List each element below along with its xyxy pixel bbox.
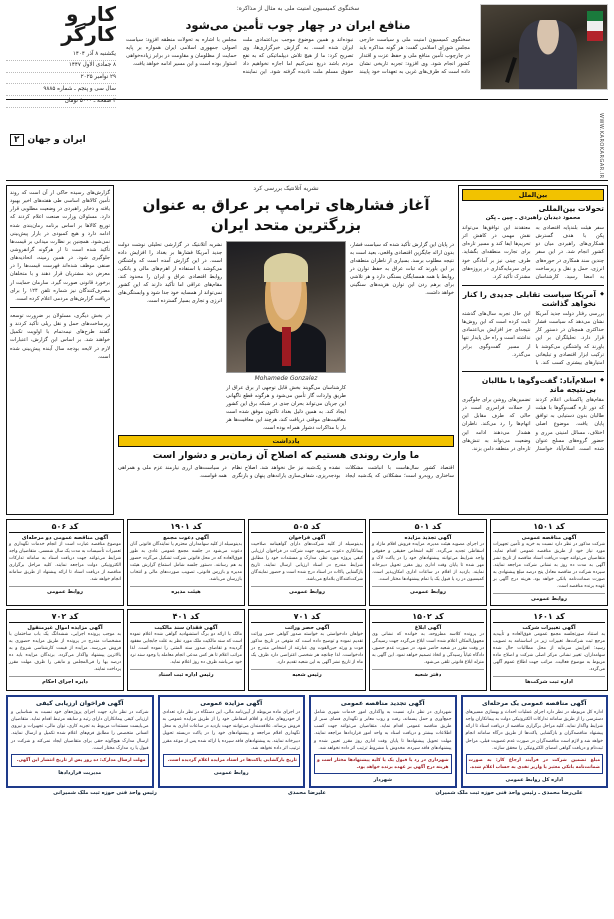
note-headline: ما وارث روندی هستیم که اصلاح آن زمان‌بر و دشوار است <box>152 450 420 462</box>
code-subtitle: آگهی تغییرات شرکت <box>522 624 576 631</box>
lead-headline: منافع ایران در چهار چوب تأمین می‌شود <box>185 18 411 32</box>
ad-highlight-box <box>11 754 149 767</box>
issue-date-solar: یکشنبه ۸ آذر ۱۴۰۴ <box>6 49 116 61</box>
footer-center: علیرضا محمدی <box>288 790 326 797</box>
advertisement[interactable] <box>158 695 306 789</box>
code-cell[interactable] <box>490 609 608 691</box>
code-cell[interactable] <box>248 609 366 691</box>
issue-number: سال سی و پنجم ـ شماره ۹۸۸۵ <box>6 84 116 96</box>
website-url[interactable]: WWW.KAROKARGAR.IR <box>598 113 604 179</box>
code-number: کد ۵۰۶ <box>9 522 121 533</box>
intl-title-3: ◆ اسلام‌آباد: گفت‌وگوها با طالبان بی‌نتیجه ماند <box>462 376 604 394</box>
code-cell[interactable] <box>6 609 124 691</box>
advertisement[interactable] <box>6 695 154 789</box>
code-subtitle: آگهی مزایده اموال غیرمنقول <box>27 624 103 631</box>
code-divider <box>372 669 484 670</box>
ad-highlight-text: تاریخ بازگشایی پاکت‌ها در اسناد مزایده اعلام گردیده است. <box>167 757 297 763</box>
intl-byline-1: محمود دیدبان راهبردی ـ چین ـ پکن <box>485 215 581 221</box>
code-row-2 <box>6 609 608 691</box>
code-body: شرکت مذکور در نظر دارد نسبت به خرید و تأمین تجهیزات مورد نیاز خود از طریق مناقصه عمومی اقدام نماید. متقاضیان می‌توانند جهت دریافت اسناد مناقصه از تاریخ نشر آگهی به مدت ده روز به نشانی شرکت مراجعه نمایند. سپرده شرکت در مناقصه معادل پنج درصد مبلغ پیشنهادی به صورت ضمانت‌نامه بانکی خواهد بود. هزینه درج آگهی بر عهده برنده مناقصه است. <box>493 542 605 589</box>
footer-left: علی‌رضا محمدی ـ رئیس واحد فنی حوزه ثبت ملک شمیران <box>435 790 583 797</box>
code-footer: اداره ثبت شرکت‌ها <box>525 678 573 685</box>
page-footer <box>6 790 608 796</box>
code-subtitle: آگهی دعوت مجمع <box>163 535 209 541</box>
code-divider <box>9 676 121 677</box>
issue-date-lunar: ۸ جمادی الاول ۱۴۴۷ <box>6 61 116 73</box>
main-headline: آغاز فشارهای ترامپ بر عراق به عنوان بزرگترین متحد ایران <box>142 196 430 235</box>
newspaper-logo: کار و کارگر <box>61 2 116 46</box>
code-number: کد ۷۰۲ <box>9 612 121 623</box>
iran-flag-icon <box>587 11 603 41</box>
divider-1 <box>462 285 604 286</box>
code-footer: دفتر شعبه <box>414 671 442 678</box>
code-number: کد ۱۶۰۱ <box>493 612 605 623</box>
ad-body: شرکت در نظر دارد جهت اجرای پروژه‌های خود نسبت به شناسایی و ارزیابی کیفی پیمانکاران دارای رتبه و سابقه مرتبط اقدام نماید. متقاضیان می‌بایست مستندات مربوط به تجربه کاری، توان مالی، تجهیزات و نیروی انسانی متخصص را مطابق فرم‌های اعلام شده تکمیل و ارسال نمایند. ارسال مدارک هیچ‌گونه حقی برای متقاضیان ایجاد نمی‌کند و شرکت در قبول یا رد مدارک مختار است. <box>11 709 149 751</box>
code-footer: دایره اجرای احکام <box>42 678 88 685</box>
code-number: کد ۷۰۱ <box>251 612 363 623</box>
code-divider <box>493 676 605 677</box>
code-divider <box>251 586 363 587</box>
section-bar <box>6 99 608 181</box>
microphone-icon <box>505 57 517 83</box>
code-cell[interactable] <box>369 519 487 606</box>
code-body: به موجب پرونده اجرایی، ششدانگ یک باب ساختمان با مشخصات مندرج در پرونده از طریق مزایده حضوری به فروش می‌رسد. مزایده از قیمت کارشناسی شروع و به بالاترین پیشنهاد واگذار می‌گردد. برندگان مزایده باید ده درصد بها را فی‌المجلس و مابقی را ظرف مهلت مقرر پرداخت نمایند. <box>9 631 121 672</box>
code-subtitle: آگهی فراخوان <box>288 535 326 541</box>
tender-codes-grid <box>6 519 608 691</box>
international-column <box>458 185 608 515</box>
code-subtitle: آگهی مناقصه عمومی دو مرحله‌ای <box>21 535 109 541</box>
intl-text-2: بررسی رفتار دولت جدید آمریکا نشان می‌دهد که سیاست فشار حداکثری همچنان در دستور کار قرار دارد. تحلیلگران بر این باورند که واشنگتن می‌کوشد با ترکیب ابزار اقتصادی و تبلیغاتی امتیازهای بیشتری کسب کند. با این حال تجربه سال‌های گذشته ثابت کرده است که این روش‌ها نتیجه‌ای جز افزایش بی‌اعتمادی نداشته است و راه حل پایدار تنها از مسیر گفت‌وگوی برابر می‌گذرد. <box>462 310 604 366</box>
ad-title: آگهی فراخوان ارزیابی کیفی <box>35 699 124 707</box>
intl-title-2: ◆ آمریکا سیاست تقابلی جدیدی را کنار نخواهد گذاشت <box>462 290 604 308</box>
intl-title-1: تحولات بین‌المللی <box>538 204 604 213</box>
code-number: کد ۵۰۵ <box>251 522 363 533</box>
photo-hair <box>264 253 309 282</box>
ad-highlight-text: مهلت ارسال مدارک: ده روز پس از تاریخ انتشار این آگهی. <box>16 757 146 763</box>
code-subtitle: آگهی فقدان سند مالکیت <box>154 624 218 631</box>
ad-highlight-box <box>466 754 604 774</box>
intl-text-1: سفر هیئت بلندپایه اقتصادی به پکن با هدف گسترش همکاری‌های راهبردی میان دو کشور انجام شد. در این سفر چندین سند همکاری در حوزه‌های انرژی، حمل و نقل و زیرساخت به امضا رسید. کارشناسان معتقدند این توافق‌ها می‌تواند نقش مهمی در کاهش اثر تحریم‌ها ایفا کند و مسیر تازه‌ای برای تجارت منطقه‌ای بگشاید. طرف چینی نیز بر آمادگی خود برای سرمایه‌گذاری در پروژه‌های مشترک تأکید کرد. <box>462 225 604 280</box>
code-footer: رئیس اداره ثبت اسناد <box>158 671 214 678</box>
code-subtitle: آگهی مناقصه عمومی <box>521 535 577 541</box>
code-divider <box>251 669 363 670</box>
code-cell[interactable] <box>248 519 366 606</box>
main-kicker: نشریه آتلانتیک بررسی کرد <box>253 185 319 192</box>
code-cell[interactable] <box>6 519 124 606</box>
photo-tie <box>282 327 290 366</box>
main-col-2: کارشناسان می‌گویند بخش قابل توجهی از برق عراق از طریق واردات گاز تأمین می‌شود و هرگونه قطع ناگهانی این جریان می‌تواند بحران جدی در شبکه برق این کشور ایجاد کند. به همین دلیل بغداد تاکنون موفق شده است معافیت‌های موقتی دریافت کند، هرچند این معافیت‌ها هر بار با مذاکرات دشوار همراه بوده است. <box>226 384 346 432</box>
main-content <box>6 185 608 515</box>
code-cell[interactable] <box>127 609 245 691</box>
code-row-1 <box>6 519 608 606</box>
masthead-identity <box>6 2 116 104</box>
masthead <box>6 2 608 104</box>
code-body: مالک با ارائه دو برگ استشهادیه گواهی شده اعلام نموده است که سند مالکیت ملک مورد نظر به علت جابجایی مفقود گردیده و تقاضای صدور سند المثنی را نموده است. لذا مراتب اعلام تا هر کس مدعی انجام معامله یا وجود سند نزد خود می‌باشد ظرف ده روز اعلام نماید. <box>130 631 242 665</box>
code-cell[interactable] <box>490 519 608 606</box>
ad-signature: مدیریت قراردادها <box>58 770 102 777</box>
ad-highlight-box <box>314 754 452 774</box>
ad-signature: اداره کل روابط عمومی <box>505 777 563 784</box>
trump-photo <box>226 241 346 373</box>
main-col-3: نشریه آتلانتیک در گزارشی تحلیلی نوشت دولت جدید آمریکا فشارها بر بغداد را افزایش داده است. در این گزارش آمده است که واشنگتن می‌کوشد با استفاده از اهرم‌های مالی و بانکی، روابط اقتصادی عراق و ایران را محدود کند. مقام‌های عراقی اما تأکید دارند که این کشور نمی‌تواند از همسایه خود جدا شود و وابستگی‌های انرژی و تجاری بسیار گسترده است. <box>118 241 223 305</box>
code-number: کد ۱۵۰۱ <box>493 522 605 533</box>
issue-meta <box>6 49 116 108</box>
code-cell[interactable] <box>369 609 487 691</box>
photo-figure <box>519 20 577 89</box>
ad-signature: روابط عمومی <box>213 770 249 777</box>
side-text-1: گزارش‌های رسیده حاکی از آن است که روند تأمین کالاهای اساسی طی هفته‌های اخیر بهبود یافته و ذخایر راهبردی در وضعیت مطلوبی قرار دارد. مسئولان وزارت صنعت اعلام کردند که توزیع کالاها بر اساس برنامه زمان‌بندی شده ادامه دارد و هیچ کمبودی در بازار پیش‌بینی نمی‌شود. همچنین بر نظارت میدانی بر قیمت‌ها تأکید شده است تا از هرگونه گرانفروشی جلوگیری شود. در همین زمینه، اتحادیه‌های صنفی موظف شده‌اند فهرست قیمت‌ها را در معرض دید مشتریان قرار دهند و با متخلفان برخورد قانونی صورت گیرد. سازمان حمایت از مصرف‌کنندگان نیز شماره تلفن ۱۲۴ را برای دریافت گزارش‌های مردمی اعلام کرده است. <box>10 190 110 302</box>
lead-body: سخنگوی کمیسیون امنیت ملی و سیاست خارجی مجلس شورای اسلامی گفت: هر گونه مذاکره باید در چارچوب تأمین منافع ملی و حفظ عزت و اقتدار کشور انجام شود. وی افزود: تجربه تاریخی نشان داده است که طرف‌های غربی به تعهدات خود پایبند نبوده‌اند و همین موضوع موجب بی‌اعتمادی ملت ایران شده است. به گزارش خبرگزاری‌ها، وی تصریح کرد: ما از هیچ تلاش دیپلماتیکی که به نفع مردم باشد دریغ نمی‌کنیم اما اجازه نخواهیم داد حقوق مسلم ملت نادیده گرفته شود. این نماینده مجلس با اشاره به تحولات منطقه افزود: سیاست اصولی جمهوری اسلامی ایران همواره بر پایه حمایت از مظلومان و مقاومت در برابر زیاده‌خواهی استوار بوده است و این مسیر ادامه خواهد یافت. <box>126 37 470 76</box>
column-kicker: بین‌الملل <box>462 189 604 201</box>
ad-body: در اجرای ماده مربوطه از آیین‌نامه مالی، این دستگاه در نظر دارد تعدادی از خودروهای مازاد و اقلام اسقاطی خود را از طریق مزایده عمومی به فروش برساند. علاقه‌مندان می‌توانند جهت بازدید در ساعات اداری به محل نگهداری اقلام مراجعه و پیشنهادهای خود را در پاکت دربسته تحویل دبیرخانه نمایند. به پیشنهادهای فاقد سپرده یا ارائه شده پس از موعد مقرر ترتیب اثر داده نخواهد شد. <box>162 709 300 751</box>
note-kicker: یادداشت <box>118 435 454 447</box>
code-number: کد ۵۰۱ <box>372 522 484 533</box>
section-title: ایران و جهان <box>27 135 86 145</box>
side-text-2: در بخش دیگری، مسئولان بر ضرورت توسعه زیرساخت‌های حمل و نقل ریلی تأکید کردند و گفتند طرح‌های نیمه‌تمام با اولویت تکمیل خواهند شد. بر اساس این گزارش، اعتبارات لازم در لایحه بودجه سال آینده پیش‌بینی شده است. <box>10 312 110 360</box>
masthead-photo <box>480 4 608 90</box>
masthead-lead-story <box>120 4 476 96</box>
ad-title: آگهی تجدید مناقصه عمومی <box>340 699 425 707</box>
code-divider <box>493 593 605 594</box>
divider-2 <box>462 371 604 372</box>
code-footer: روابط عمومی <box>530 595 568 602</box>
code-divider <box>372 586 484 587</box>
ad-highlight-box <box>163 754 301 767</box>
code-body: بدینوسیله از کلیه شرکت‌های دارای گواهینامه صلاحیت پیمانکاری دعوت می‌شود جهت شرکت در فراخوان ارزیابی کیفی پروژه مورد نظر، مدارک و مستندات خود را مطابق شرایط مندرج در اسناد ارزیابی ارسال نمایند. تاریخ بازگشایی پاکات در اسناد درج شده است و حضور نمایندگان شرکت‌کنندگان بلامانع می‌باشد. <box>251 542 363 582</box>
code-footer: روابط عمومی <box>288 588 326 595</box>
code-body: به استناد صورتجلسه مجمع عمومی فوق‌العاده و تأییدیه مرجع ثبت شرکت‌ها، تغییرات زیر در اساسنامه به تصویب رسید: افزایش سرمایه از محل مطالبات حال شده سهامداران، تغییر نشانی مرکز اصلی شرکت و اصلاح ماده مربوط به موضوع فعالیت. مراتب جهت اطلاع عموم آگهی می‌گردد. <box>493 631 605 672</box>
ad-title: آگهی مزایده عمومی <box>200 699 263 707</box>
issue-pages-price: ۴ صفحه ـ ۵۰۰۰ تومان <box>6 96 116 108</box>
ad-signature: شهردار <box>373 777 392 784</box>
intl-text-3: مقام‌های پاکستانی اعلام کردند که دور تازه گفت‌وگوها با هیئت طالبان بدون دستیابی به توافق پایان یافت. موضوع اصلی اختلاف، مسائل امنیتی مرزی و حضور گروه‌های مسلح عنوان شده است. اسلام‌آباد خواستار تضمین‌های روشن برای جلوگیری از حملات فرامرزی است در حالی که طرف مقابل این اتهام‌ها را رد می‌کند. ناظران هشدار می‌دهند ادامه این وضعیت می‌تواند به تنش‌های تازه‌ای در منطقه دامن بزند. <box>462 396 604 452</box>
code-cell[interactable] <box>127 519 245 606</box>
code-body: موضوع مناقصه عبارت است از انجام خدمات نگهداری و تعمیرات تأسیسات به مدت یک سال شمسی. متقاضیان واجد شرایط می‌توانند جهت دریافت اسناد به سامانه تدارکات الکترونیکی دولت مراجعه نمایند. کلیه مراحل برگزاری مناقصه از دریافت اسناد تا ارائه پیشنهاد از طریق سامانه انجام خواهد شد. <box>9 542 121 582</box>
divider-3 <box>10 307 110 308</box>
code-divider <box>130 669 242 670</box>
advertisement[interactable] <box>309 695 457 789</box>
code-body: در پرونده کلاسه مطروحه، به خوانده که نشانی وی مجهول‌المکان اعلام شده است ابلاغ می‌گردد جهت رسیدگی در وقت مقرر در شعبه حاضر شود. در صورت عدم حضور، دادگاه غیاباً رسیدگی و اتخاذ تصمیم خواهد نمود. این آگهی به منزله ابلاغ قانونی تلقی می‌شود. <box>372 631 484 665</box>
code-body: خواهان دادخواستی به خواسته صدور گواهی حصر وراثت تقدیم نموده و توضیح داده است که متوفی در تاریخ مذکور فوت و ورثه حین‌الفوت وی عبارتند از اشخاص مندرج در دادخواست. لذا چنانچه هر شخصی اعتراضی دارد ظرف یک ماه از تاریخ نشر آگهی به این شعبه تقدیم دارد. <box>251 631 363 665</box>
code-subtitle: آگهی ابلاغ <box>414 624 442 631</box>
main-story <box>118 185 454 515</box>
ad-highlight-text: مبلغ تضمین شرکت در فرآیند ارجاع کار: به صورت ضمانت‌نامه بانکی معتبر یا واریز نقدی به حساب اعلام شده. <box>468 757 600 771</box>
code-subtitle: آگهی حصر وراثت <box>284 624 330 631</box>
code-divider <box>9 586 121 587</box>
code-footer: روابط عمومی <box>409 588 447 595</box>
code-subtitle: آگهی تجدید مزایده <box>404 535 452 541</box>
advertisement[interactable] <box>461 695 609 789</box>
code-footer: روابط عمومی <box>46 588 84 595</box>
bottom-advertisements <box>6 695 608 789</box>
ad-body: اداره کل مربوطه در نظر دارد اجرای عملیات احداث و بهسازی مسیرهای دسترسی را از طریق سامانه تدارکات الکترونیکی دولت به پیمانکاران واجد شرایط واگذار نماید. کلیه مراحل برگزاری مناقصه از دریافت اسناد تا ارائه پیشنهاد مناقصه‌گران و بازگشایی پاکت‌ها از طریق درگاه سامانه انجام خواهد شد و لازم است مناقصه‌گران در صورت عدم عضویت قبلی، مراحل ثبت‌نام و دریافت گواهی امضای الکترونیکی را محقق سازند. <box>465 709 603 751</box>
footer-right: رئیس واحد فنی حوزه ثبت ملک شمیرانی <box>53 790 157 797</box>
code-divider <box>130 586 242 587</box>
issue-date-gregorian: ۲۹ نوامبر ۲۰۲۵ <box>6 73 116 85</box>
code-number: کد ۱۹۰۱ <box>130 522 242 533</box>
photo-signature: Mohamede Gonzalez <box>254 374 318 382</box>
ad-title: آگهی مناقصه عمومی یک مرحله‌ای <box>482 699 587 707</box>
lead-kicker: سخنگوی کمیسیون امنیت ملی به مثال از مذاکره: <box>236 5 360 12</box>
code-footer: هیئت مدیره <box>171 588 201 595</box>
side-news-column <box>6 185 114 515</box>
code-body: در اجرای مصوبه هیئت مدیره، مزایده فروش اقلام مازاد و اسقاطی تجدید می‌گردد. کلیه اشخاص حقیقی و حقوقی واجد شرایط می‌توانند پیشنهادهای خود را در پاکت لاک و مهر شده تا پایان وقت اداری روز مقرر تحویل دبیرخانه نمایند. بازدید از اقلام در ساعات اداری امکان‌پذیر است. کمیسیون در رد یا قبول یک یا تمام پیشنهادها مختار است. <box>372 542 484 582</box>
code-footer: رئیس شعبه <box>292 671 322 678</box>
page-number: ۲ <box>10 134 24 146</box>
main-col-1: در پایان این گزارش تأکید شده که سیاست فشار، بدون ارائه جایگزین اقتصادی واقعی، بعید است به نتیجه مطلوب برسد. بسیاری از ناظران منطقه‌ای بر این باورند که ثبات عراق به حفظ توازن در روابط با همه همسایگان بستگی دارد و هر تلاشی برای برهم زدن این توازن هزینه‌های سنگینی خواهد داشت. <box>349 241 454 297</box>
ad-body: شهرداری در نظر دارد نسبت به واگذاری امور خدمات شهری شامل جمع‌آوری و حمل پسماند، رفت و روب معابر و نگهداری فضای سبز از طریق مناقصه عمومی اقدام نماید. متقاضیان می‌توانند جهت کسب اطلاعات بیشتر و دریافت اسناد به واحد امور قراردادها مراجعه نمایند. مهلت تحویل پیشنهادها تا پایان وقت اداری روز مقرر تعیین شده و پیشنهادهای فاقد سپرده، مخدوش یا مشروط ترتیب اثر داده نخواهد شد. <box>314 709 452 751</box>
code-number: کد ۱۵۰۲ <box>372 612 484 623</box>
code-body: بدینوسیله از کلیه سهامداران محترم یا نمایندگان قانونی آنان دعوت می‌شود در جلسه مجمع عمومی عادی به طور فوق‌العاده که در محل قانونی شرکت تشکیل می‌گردد حضور به هم رسانند. دستور جلسه شامل استماع گزارش هیئت مدیره و بازرس قانونی، تصویب صورت‌های مالی و انتخاب بازرسان می‌باشد. <box>130 542 242 582</box>
note-text: اقتصاد کشور سال‌هاست با انباشت مشکلات ساختاری روبه‌رو است؛ مشکلاتی که یک‌شبه ایجاد نشده و یک‌شبه نیز حل نخواهد شد. اصلاح نظام بودجه‌ریزی، شفاف‌سازی یارانه‌های پنهان و بازنگری در سیاست‌های ارزی نیازمند عزم ملی و همراهی همه قواست. <box>118 465 454 480</box>
code-number: کد ۴۰۱ <box>130 612 242 623</box>
ad-highlight-text: شهرداری در رد یا قبول یک یا کلیه پیشنهادها مختار است و هزینه درج آگهی بر عهده برنده خواهد بود. <box>317 757 449 771</box>
